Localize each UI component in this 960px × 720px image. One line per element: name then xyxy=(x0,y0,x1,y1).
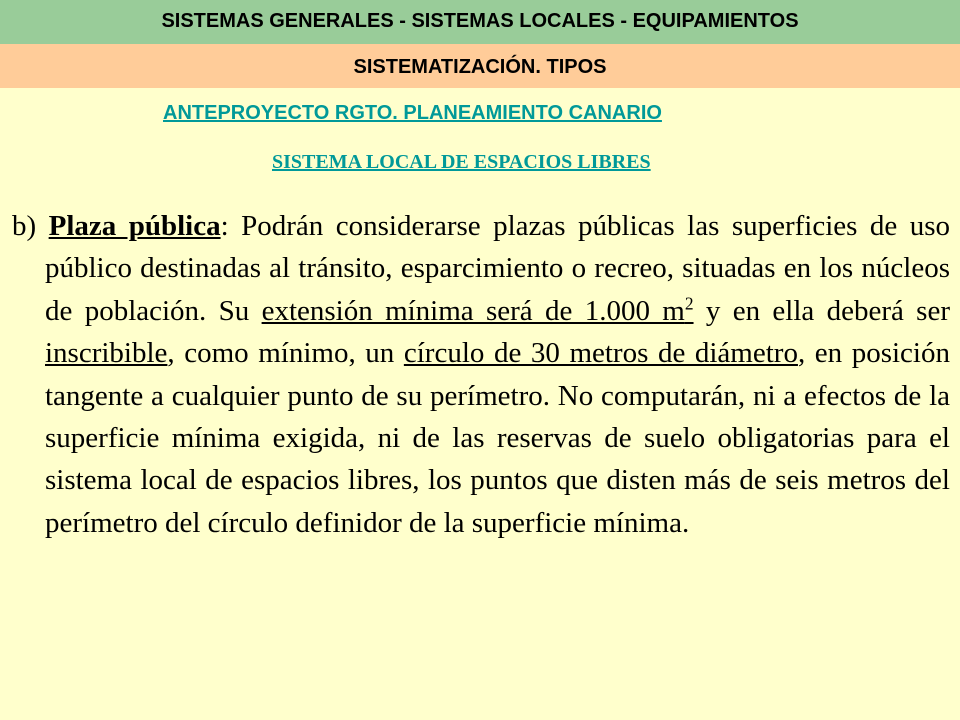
text-part-3: , como mínimo, un xyxy=(167,337,404,370)
text-part-4: , en posición tangente a cualquier punto de su perímetro. No computarán, ni a efectos de la superficie mínima exigida, ni de las reservas de suelo obligatorias para el sistema local de espacios libres, los puntos que disten más de seis metros del perímetro del círculo definidor de la superficie mínima. xyxy=(45,337,950,539)
link-sistema-local[interactable]: SISTEMA LOCAL DE ESPACIOS LIBRES xyxy=(272,151,651,173)
body-paragraph xyxy=(12,205,950,544)
underlined-extension xyxy=(262,295,694,327)
header-subtitle: SISTEMATIZACIÓN. TIPOS xyxy=(0,44,960,88)
underlined-extension-text: extensión mínima será de 1.000 m xyxy=(261,294,685,327)
text-part-2: y en ella deberá ser xyxy=(693,294,950,327)
header-title: SISTEMAS GENERALES - SISTEMAS LOCALES - EQUIPAMIENTOS xyxy=(0,0,960,44)
text-part-1: : Podrán considerarse plazas públicas las superficies de uso público destinadas al tránsito, esparcimiento o recreo, situadas en los núcleos de población. Su xyxy=(45,210,951,327)
underlined-circulo: círculo de 30 metros de diámetro xyxy=(403,337,798,370)
underlined-inscribible: inscribible xyxy=(45,337,168,370)
superscript-2: 2 xyxy=(684,293,694,314)
link-anteproyecto[interactable]: ANTEPROYECTO RGTO. PLANEAMIENTO CANARIO xyxy=(163,102,662,124)
term-plaza-publica: Plaza pública xyxy=(48,210,221,242)
item-label: b) xyxy=(12,210,49,242)
